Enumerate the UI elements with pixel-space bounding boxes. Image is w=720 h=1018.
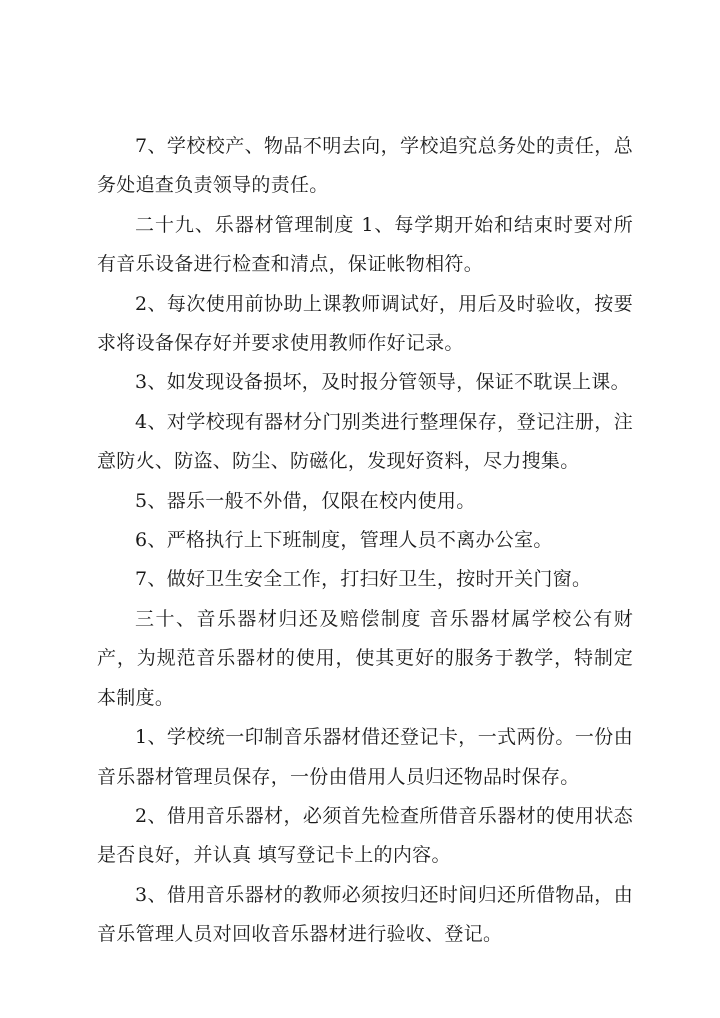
paragraph-7-asset-responsibility: 7、学校校产、物品不明去向，学校追究总务处的责任，总务处追查负责领导的责任。 (97, 135, 633, 197)
paragraph-6-work-hours: 6、严格执行上下班制度，管理人员不离办公室。 (135, 529, 553, 552)
paragraph-4-classify-and-store: 4、对学校现有器材分门别类进行整理保存，登记注册，注意防火、防盗、防尘、防磁化，发现好资料，尽力搜集。 (97, 410, 633, 473)
paragraph-section-30-return-compensation: 三十、音乐器材归还及赔偿制度 音乐器材属学校公有财产，为规范音乐器材的使用，使其更好的服务于教学，特制定本制度。 (97, 607, 633, 709)
document-page (97, 127, 633, 955)
paragraph-section-29-equipment-management: 二十九、乐器材管理制度 1、每学期开始和结束时要对所有音乐设备进行检查和清点，保证帐物相符。 (97, 213, 633, 276)
paragraph-3-damage-report: 3、如发现设备损坏，及时报分管领导，保证不耽误上课。 (135, 371, 630, 394)
paragraph-1-registration-card: 1、学校统一印制音乐器材借还登记卡，一式两份。一份由音乐器材管理员保存，一份由借用人员归还物品时保存。 (97, 726, 633, 788)
paragraph-2-debug-and-record: 2、每次使用前协助上课教师调试好，用后及时验收，按要求将设备保存好并要求使用教师作好记录。 (97, 292, 633, 355)
paragraph-3-return-on-time: 3、借用音乐器材的教师必须按归还时间归还所借物品，由音乐管理人员对回收音乐器材进行验收、登记。 (97, 883, 633, 946)
paragraph-7-hygiene-safety: 7、做好卫生安全工作，打扫好卫生，按时开关门窗。 (135, 568, 592, 591)
paragraph-5-no-lending: 5、器乐一般不外借，仅限在校内使用。 (135, 489, 476, 512)
paragraph-2-check-status: 2、借用音乐器材，必须首先检查所借音乐器材的使用状态是否良好，并认真 填写登记卡上的内容。 (97, 804, 633, 867)
